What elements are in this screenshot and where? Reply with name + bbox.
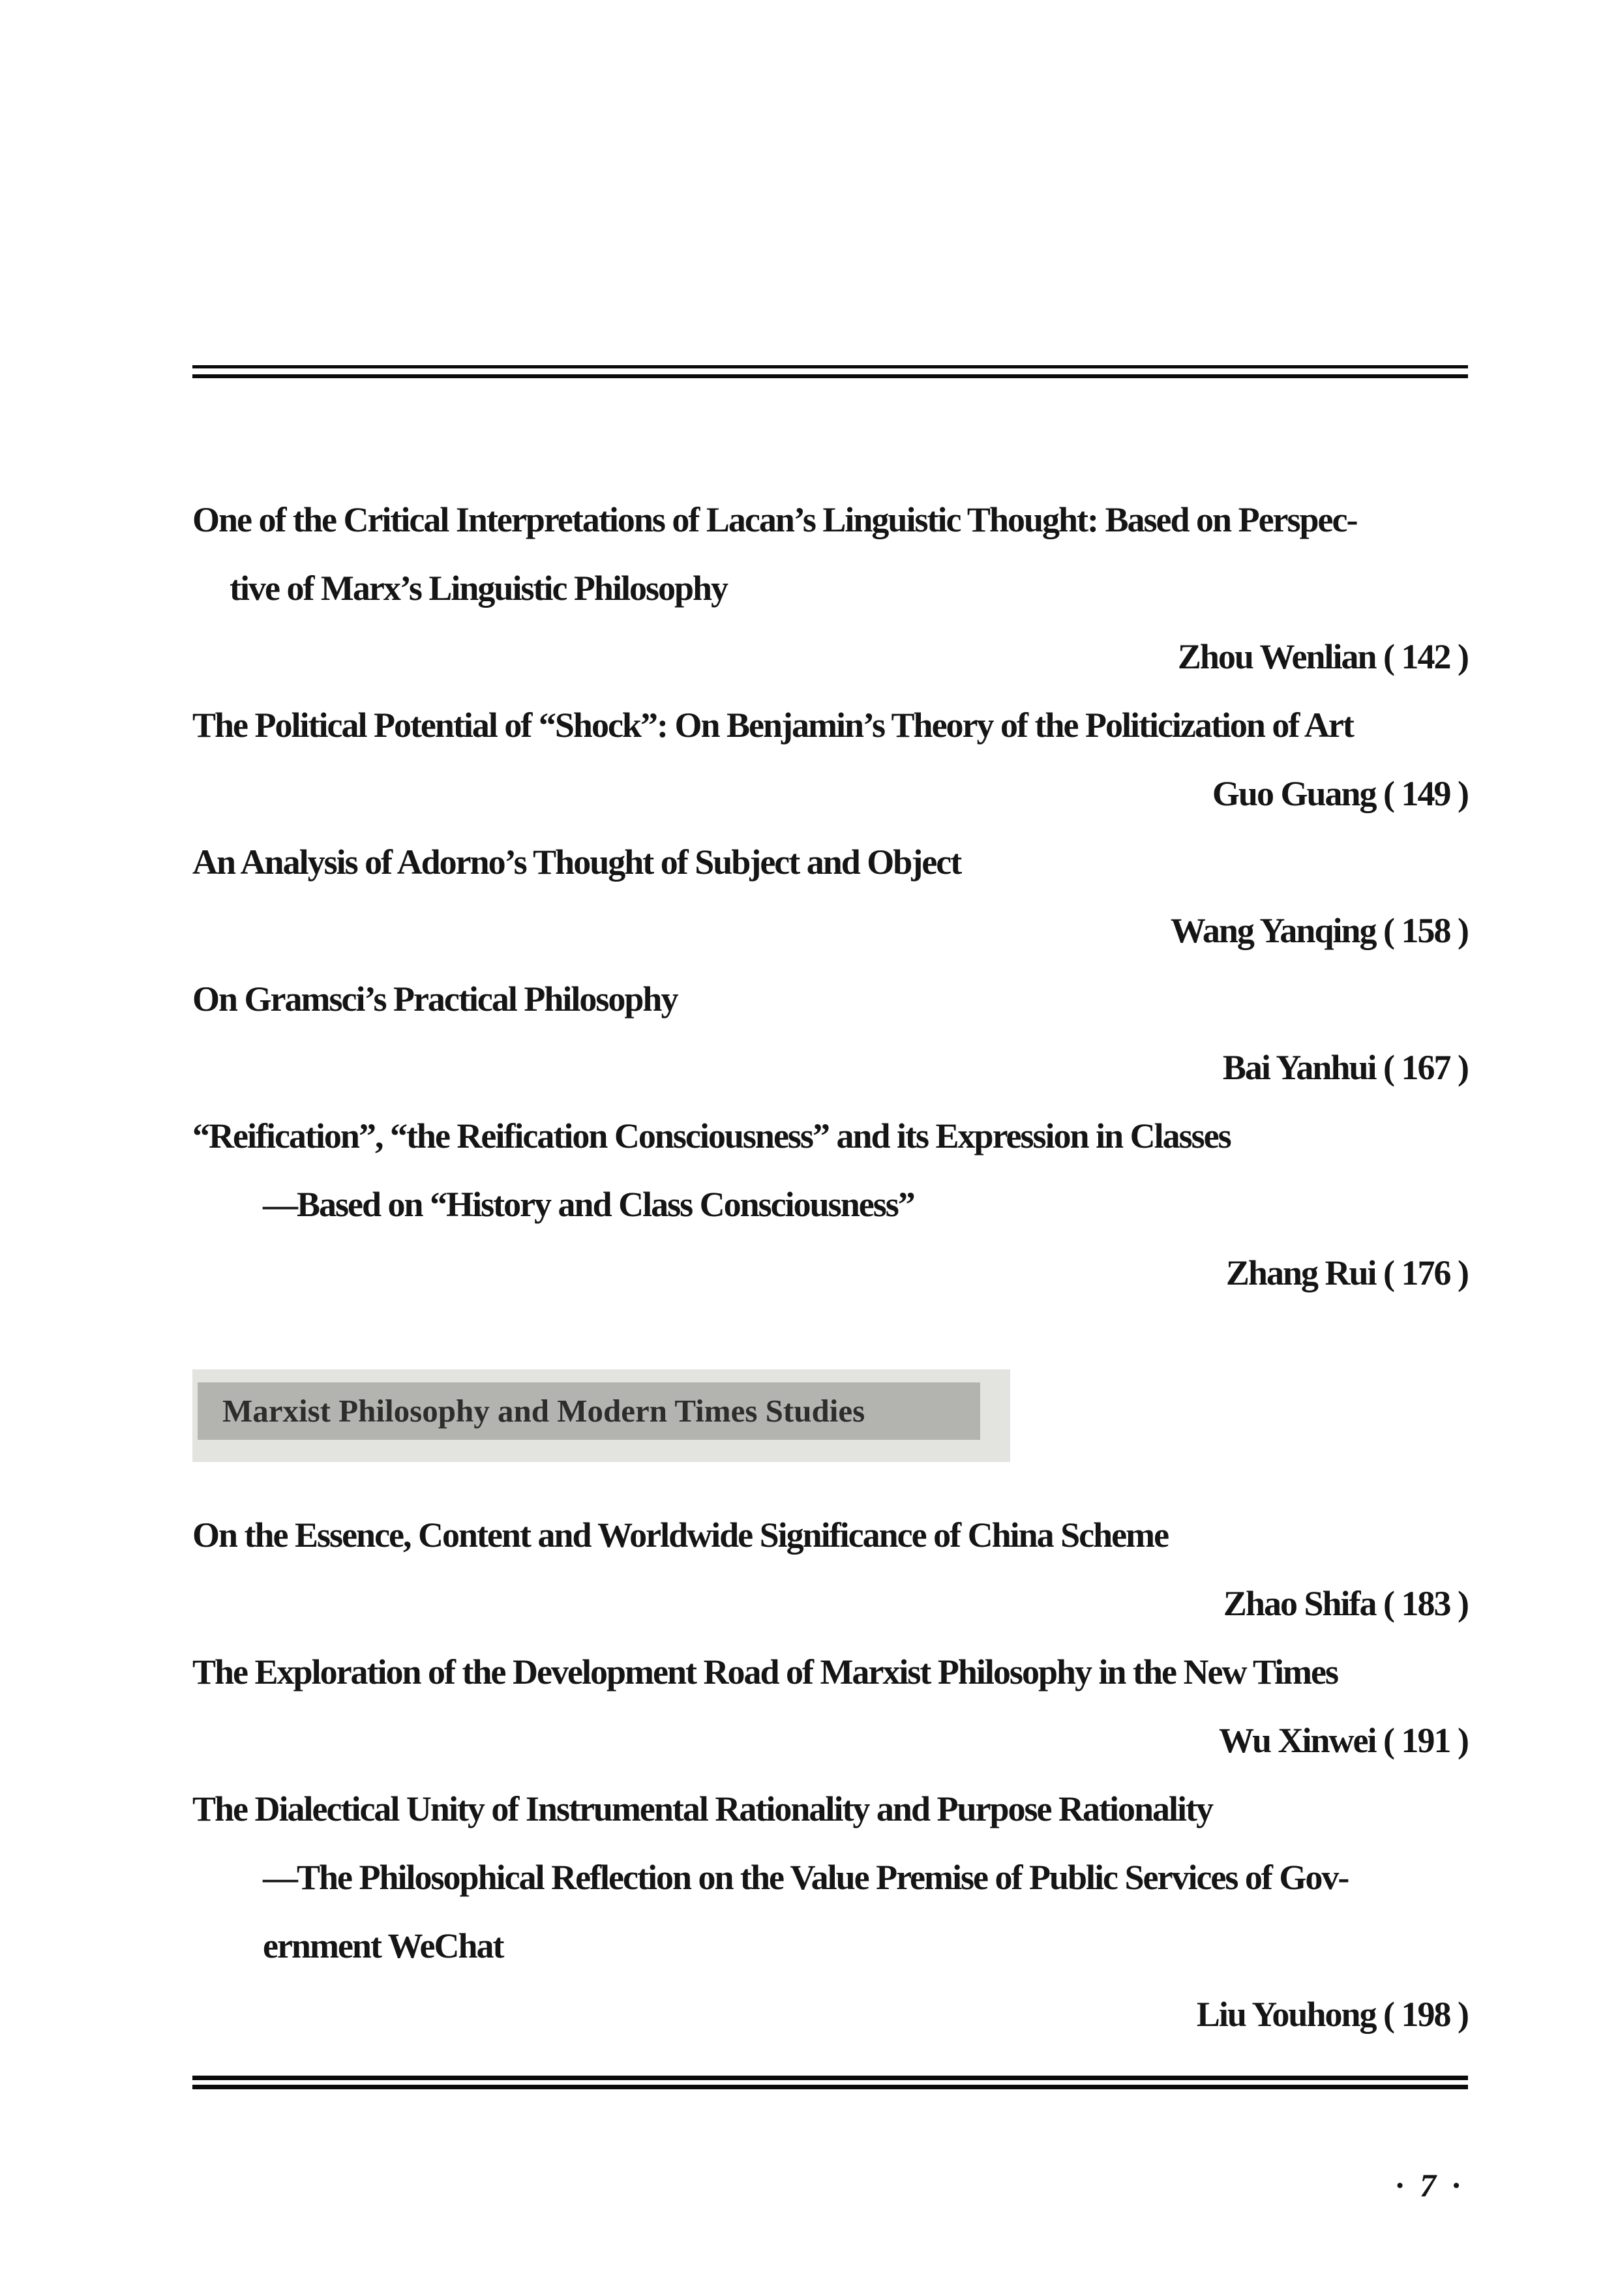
entry-author-line [192,623,1468,691]
page-number: · 7 · [1396,2167,1464,2203]
entry-title-line: “Reification”, “the Reification Consciousness” and its Expression in Classes [192,1116,1231,1155]
bottom-divider [192,2076,1468,2089]
entry-page-ref: ( 149 ) [1383,774,1468,813]
entry-author-line [192,1239,1468,1307]
entry-title-line: One of the Critical Interpretations of Lacan’s Linguistic Thought: Based on Perspec- [192,500,1357,539]
entry-author: Wang Yanqing [1170,911,1376,950]
entry-title-line: The Exploration of the Development Road of Marxist Philosophy in the New Times [192,1652,1338,1692]
section-header-label: Marxist Philosophy and Modern Times Studies [198,1382,980,1440]
entry-author: Guo Guang [1212,774,1376,813]
top-divider [192,365,1468,378]
entry-page-ref: ( 191 ) [1383,1721,1468,1760]
entry-title-line: tive of Marx’s Linguistic Philosophy [230,569,728,608]
entry-author-line [192,1980,1468,2049]
entry-title-line: The Dialectical Unity of Instrumental Rationality and Purpose Rationality [192,1789,1212,1828]
entry-author-line [192,897,1468,965]
entries [192,486,1468,1307]
entry-author-line [192,1570,1468,1638]
entry-author: Zhang Rui [1225,1253,1376,1292]
entry-page-ref: ( 158 ) [1383,911,1468,950]
entry-page-ref: ( 176 ) [1383,1253,1468,1292]
entry-page-ref: ( 167 ) [1383,1048,1468,1087]
entry-title-line: —Based on “History and Class Consciousness” [263,1185,914,1224]
entry-author: Wu Xinwei [1218,1721,1376,1760]
toc-section [192,486,1468,1307]
entries [192,1501,1468,2049]
entry-title-line: —The Philosophical Reflection on the Value Premise of Public Services of Gov- [263,1858,1349,1897]
entry-title-line: An Analysis of Adorno’s Thought of Subject and Object [192,842,961,882]
entry-author: Zhao Shifa [1223,1584,1376,1623]
entry-author-line [192,760,1468,828]
entry-author: Liu Youhong [1196,1995,1376,2034]
section-header-bar [192,1369,1010,1462]
entry-page-ref: ( 142 ) [1383,637,1468,676]
toc-section [192,1369,1468,2049]
bottom-divider-line-2 [192,2085,1468,2089]
entry-title-line: ernment WeChat [263,1926,503,1965]
entry-title-line: On Gramsci’s Practical Philosophy [192,979,678,1019]
entry-author: Zhou Wenlian [1177,637,1376,676]
toc [192,486,1468,2049]
entry-page-ref: ( 198 ) [1383,1995,1468,2034]
top-divider-line-2 [192,374,1468,378]
entry-title-line: The Political Potential of “Shock”: On Benjamin’s Theory of the Politicization of Art [192,706,1353,745]
entry-author-line [192,1707,1468,1775]
entry-author-line [192,1034,1468,1102]
entry-page-ref: ( 183 ) [1383,1584,1468,1623]
entry-author: Bai Yanhui [1222,1048,1376,1087]
bottom-divider-line-1 [192,2076,1468,2080]
entry-title-line: On the Essence, Content and Worldwide Significance of China Scheme [192,1515,1169,1555]
